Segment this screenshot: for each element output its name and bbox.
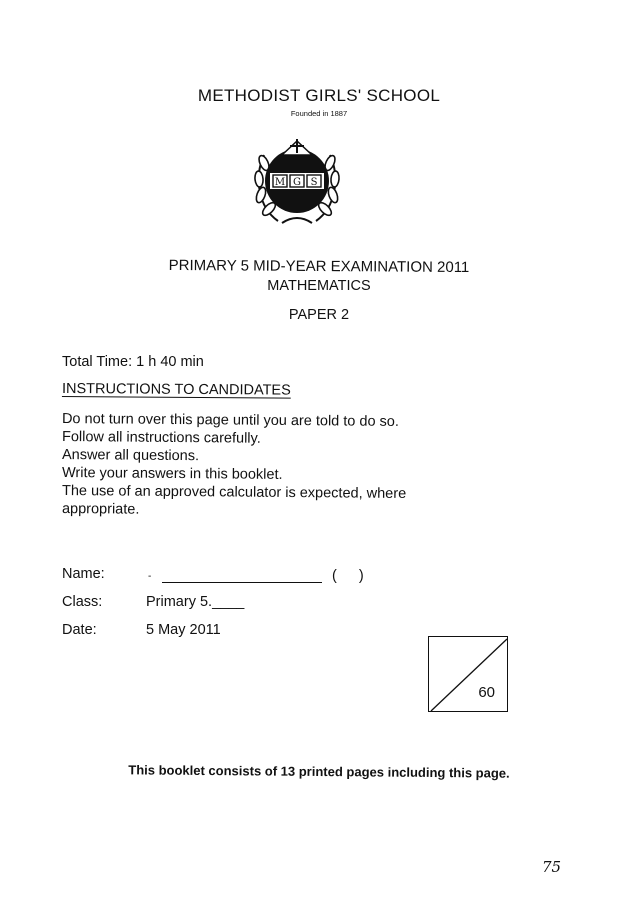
- instruction-line: Write your answers in this booklet.: [61, 465, 283, 483]
- name-label: Name:: [62, 566, 105, 582]
- date-value: 5 May 2011: [146, 622, 221, 638]
- exam-title: PRIMARY 5 MID-YEAR EXAMINATION 2011: [168, 256, 470, 277]
- class-label: Class:: [62, 594, 103, 610]
- crest-letter-g: G: [293, 177, 301, 188]
- handwritten-mark: 75: [542, 858, 562, 876]
- booklet-note: This booklet consists of 13 printed pages including this page.: [128, 762, 510, 781]
- instruction-line: The use of an approved calculator is expected, where: [61, 483, 407, 503]
- total-time: Total Time: 1 h 40 min: [62, 354, 204, 370]
- school-crest-icon: [250, 133, 344, 229]
- exam-paper: PAPER 2: [288, 307, 350, 323]
- name-blank-line: [162, 582, 322, 583]
- crest-letter-s: S: [310, 177, 318, 188]
- exam-subject: MATHEMATICS: [267, 278, 371, 294]
- class-value: Primary 5.____: [146, 594, 245, 610]
- founded-note: Founded in 1887: [290, 109, 348, 118]
- score-total: 60: [478, 684, 495, 701]
- instruction-line: Follow all instructions carefully.: [61, 429, 261, 447]
- instruction-line: Answer all questions.: [61, 447, 200, 465]
- instruction-line: appropriate.: [61, 501, 140, 518]
- crest-letter-m: M: [274, 177, 286, 188]
- score-box: [428, 636, 508, 712]
- school-name: METHODIST GIRLS' SCHOOL: [197, 86, 441, 105]
- instructions-heading: INSTRUCTIONS TO CANDIDATES: [61, 381, 291, 399]
- instruction-line: Do not turn over this page until you are told to do so.: [61, 411, 399, 430]
- name-dash: -: [148, 571, 152, 582]
- register-number-paren: ( ): [332, 568, 364, 584]
- date-label: Date:: [62, 622, 97, 638]
